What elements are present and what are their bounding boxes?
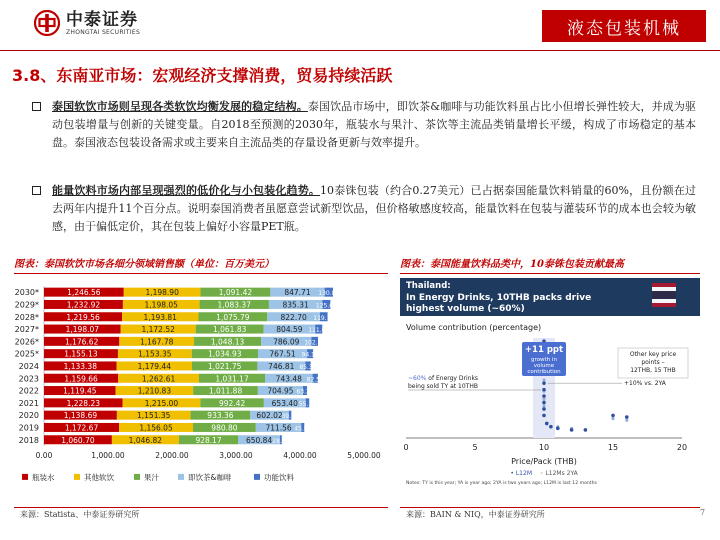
- bar-data-label: 119.10: [313, 314, 335, 322]
- left-stacked-bar-chart: [14, 280, 388, 502]
- bar-data-label: 1,048.13: [210, 337, 245, 347]
- bar-data-label: 1,011.88: [208, 386, 243, 396]
- bar-data-label: 45.80: [294, 425, 312, 433]
- bar-data-label: 1,155.13: [64, 349, 98, 359]
- y-tick-label: 2021: [18, 398, 39, 408]
- bar-data-label: 1,151.35: [137, 411, 171, 421]
- bullet-1-text: 泰国饮品市场中，即饮茶&咖啡与功能饮料虽占比小但增长弹性较大，并成为驱动包装增量与创新的关键变量。自2018至预测的2030年，瓶装水与果汁、茶饮等主流品类销量增长平缓，构成了市场稳定的基本盘。泰国液态包装设备需求或主要来自主流品类的存量设备更新与效率提升。: [52, 100, 696, 149]
- legend-swatch: [134, 474, 140, 480]
- data-point-l12m: [542, 414, 546, 418]
- data-point-l12m: [570, 428, 574, 432]
- data-point-2ya: [542, 378, 545, 381]
- growth-badge-text: contribution: [527, 369, 561, 375]
- right-chart-svg: [400, 278, 700, 506]
- logo-mark-icon: [34, 10, 60, 36]
- bar-data-label: 1,153.35: [138, 349, 172, 359]
- logo-name: 中泰证券: [66, 9, 138, 30]
- y-tick-label: 2027*: [14, 325, 39, 335]
- page-number: 7: [700, 508, 706, 517]
- bar-data-label: 1,119.45: [63, 386, 97, 396]
- thai-flag-icon: [652, 291, 676, 299]
- x-tick-label: 20: [676, 443, 688, 452]
- bar-data-label: 835.31: [282, 300, 309, 310]
- bar-data-label: 1,219.56: [66, 312, 100, 322]
- bar-data-label: 767.51: [269, 349, 296, 359]
- chart-title-line: Thailand:: [406, 281, 451, 291]
- bar-data-label: 102.70: [304, 339, 326, 347]
- bullet-1-lead: 泰国软饮市场则呈现各类软饮均衡发展的稳定结构。: [52, 100, 308, 113]
- bar-data-label: 1,172.67: [64, 423, 99, 433]
- y-tick-label: 2019: [18, 423, 39, 433]
- data-point-l12m: [625, 415, 629, 419]
- bar-data-label: 1,061.83: [212, 325, 247, 335]
- x-tick-label: 0.00: [35, 450, 53, 460]
- bar-data-label: 746.81: [268, 361, 295, 371]
- bar-data-label: 1,228.23: [66, 398, 101, 408]
- x-axis-title: Price/Pack (THB): [511, 457, 577, 466]
- legend-swatch: [254, 474, 260, 480]
- bar-data-label: 980.80: [211, 423, 238, 433]
- bar-data-label: 933.36: [207, 411, 234, 421]
- y-tick-label: 2023: [18, 374, 39, 384]
- bar-data-label: 847.71: [284, 288, 311, 298]
- bar-data-label: 1,215.00: [144, 398, 179, 408]
- bar-data-label: 1,034.93: [208, 349, 242, 359]
- bar-data-label: 1,172.52: [141, 325, 175, 335]
- legend-swatch: [178, 474, 184, 480]
- bar-data-label: 1,046.82: [128, 435, 163, 445]
- bar-data-label: 1,133.38: [63, 361, 97, 371]
- bullet-2-text: 10泰铢包装（约合0.27美元）已占据泰国能量饮料销量的60%，且份额在过去两年内提升11个百分点。说明泰国消费者虽愿意尝试新型饮品，但价格敏感度较高，能量饮料在包装与灌装环节的成本也会较为敏感，由于偏低定价，其在包装上偏好小容量PET瓶。: [52, 184, 697, 233]
- bar-data-label: 822.70: [280, 312, 307, 322]
- header: [0, 0, 720, 52]
- thai-flag-icon: [652, 287, 676, 291]
- legend-swatch: [74, 474, 80, 480]
- bullet-2: [32, 182, 696, 236]
- bar-data-label: 804.59: [276, 325, 303, 335]
- data-point-l12m: [549, 425, 553, 429]
- y-tick-label: 2030*: [14, 288, 39, 298]
- bar-data-label: 1,156.05: [139, 423, 173, 433]
- y-tick-label: 2018: [18, 435, 39, 445]
- legend-label: 瓶装水: [32, 472, 55, 482]
- bar-data-label: 1,159.66: [64, 374, 98, 384]
- bullet-box-icon: [32, 186, 41, 195]
- legend-swatch: [22, 474, 28, 480]
- x-tick-label: 0: [403, 443, 409, 452]
- legend-label: 其他软饮: [84, 472, 114, 482]
- bar-data-label: 1,193.81: [143, 312, 177, 322]
- bar-data-label: 1,210.83: [137, 386, 172, 396]
- chart-title-line: In Energy Drinks, 10THB packs drive: [406, 293, 592, 303]
- bar-data-label: 94.10: [301, 351, 319, 359]
- bar-data-label: 1,198.05: [144, 300, 178, 310]
- bar-data-label: 130.80: [318, 290, 340, 298]
- bar-data-label: 1,167.78: [139, 337, 174, 347]
- bar-data-label: 786.09: [273, 337, 300, 347]
- bar-data-label: 1,091.42: [218, 288, 253, 298]
- data-point-l12m: [545, 422, 549, 426]
- legend-label: ◦ L12Ms 2YA: [540, 470, 578, 477]
- bar-data-label: 1,075.79: [216, 312, 250, 322]
- left-chart-caption: 图表：泰国软饮市场各细分领域销售额（单位：百万美元）: [14, 257, 388, 274]
- y-tick-label: 2020: [18, 411, 39, 421]
- y-tick-label: 2022: [18, 386, 39, 396]
- data-point-2ya: [625, 419, 628, 422]
- data-point-2ya: [611, 417, 614, 420]
- data-point-l12m: [611, 414, 615, 418]
- legend-label: 果汁: [144, 472, 159, 482]
- bar-data-label: 1,176.62: [64, 337, 99, 347]
- bar-data-label: 992.42: [218, 398, 246, 408]
- bullet-box-icon: [32, 102, 41, 111]
- bar-data-label: 1,060.70: [61, 435, 95, 445]
- bar-data-label: 1,262.61: [141, 374, 176, 384]
- bar-data-label: 1,246.56: [67, 288, 101, 298]
- chart-notes: Notes: TY is this year; YA is year ago; 2YA is two years ago; L12M is last 12 months: [406, 481, 597, 486]
- x-tick-label: 5,000.00: [347, 450, 381, 460]
- x-tick-label: 5: [472, 443, 478, 452]
- bar-data-label: 743.48: [275, 374, 302, 384]
- x-tick-label: 4,000.00: [283, 450, 317, 460]
- y-tick-label: 2025*: [14, 349, 39, 359]
- bar-data-label: 602.02: [256, 411, 283, 421]
- industry-tag: 液态包装机械: [542, 10, 706, 42]
- bar-data-label: 1,232.92: [66, 300, 101, 310]
- annotation-60pct-line2: being sold TY at 10THB: [408, 383, 478, 390]
- bar-data-label: 1,083.37: [217, 300, 251, 310]
- bar-data-label: 650.84: [245, 435, 273, 445]
- other-points-text: points –: [641, 359, 665, 366]
- bar-data-label: 704.95: [267, 386, 294, 396]
- left-chart-svg: [14, 280, 388, 502]
- data-point-l12m: [542, 407, 546, 411]
- data-point-l12m: [542, 394, 546, 398]
- data-point-2ya: [542, 404, 545, 407]
- bar-data-label: 111.00: [308, 327, 330, 335]
- legend-label: • L12M: [510, 470, 532, 477]
- logo-subtitle: ZHONGTAI SECURITIES: [66, 28, 141, 36]
- data-point-l12m: [542, 401, 546, 405]
- y-axis-title: Volume contribution (percentage): [406, 323, 542, 332]
- right-source: 来源：BAIN & NIQ，中泰证券研究所: [400, 507, 700, 523]
- bullet-1: [32, 98, 696, 152]
- growth-badge-text: growth in: [531, 357, 557, 363]
- other-points-text: 12THB, 15 THB: [630, 367, 676, 374]
- bar-data-label: 1,138.69: [63, 411, 98, 421]
- y-tick-label: 2026*: [14, 337, 39, 347]
- thai-flag-icon: [652, 303, 676, 307]
- section-title: 3.8、东南亚市场：宏观经济支撑消费，贸易持续活跃: [12, 66, 393, 85]
- bar-data-label: 1,198.90: [145, 288, 179, 298]
- x-tick-label: 3,000.00: [219, 450, 253, 460]
- bar-data-label: 85.30: [299, 363, 317, 371]
- logo: [34, 10, 140, 36]
- y-tick-label: 2029*: [14, 300, 39, 310]
- other-points-text: Other key price: [629, 351, 677, 358]
- bar-data-label: 63.20: [296, 388, 314, 396]
- thai-flag-icon: [652, 299, 676, 303]
- bar-data-label: 711.56: [265, 423, 292, 433]
- y-tick-label: 2028*: [14, 312, 39, 322]
- legend-label: 功能饮料: [264, 472, 294, 482]
- legend-label: 即饮茶&咖啡: [188, 472, 232, 482]
- right-chart-caption: 图表：泰国能量饮料品类中，10泰铢包装贡献最高: [400, 257, 700, 274]
- bar-data-label: 928.17: [195, 435, 222, 445]
- data-point-l12m: [542, 381, 546, 385]
- data-point-l12m: [584, 428, 588, 432]
- growth-badge-text: volume: [533, 363, 555, 369]
- data-point-l12m: [542, 388, 546, 392]
- bar-data-label: 653.40: [271, 398, 298, 408]
- data-point-l12m: [556, 427, 560, 431]
- header-divider: [0, 50, 720, 51]
- bar-data-label: 1,198.07: [65, 325, 100, 335]
- x-tick-label: 1,000.00: [91, 450, 125, 460]
- x-tick-label: 15: [607, 443, 619, 452]
- annotation-60pct: ~60% of Energy Drinks: [408, 375, 479, 382]
- bar-data-label: 1,021.75: [208, 361, 242, 371]
- bar-data-label: 1,031.17: [215, 374, 249, 384]
- x-tick-label: 2,000.00: [155, 450, 189, 460]
- y-tick-label: 2024: [18, 361, 39, 371]
- bar-data-label: 125.08: [315, 302, 337, 310]
- bullet-2-lead: 能量饮料市场内部呈现强烈的低价化与小包装化趋势。: [52, 184, 321, 197]
- growth-badge-value: +11 ppt: [524, 345, 564, 355]
- bar-data-label: 82.50: [306, 376, 324, 384]
- annotation-10pct: +10% vs. 2YA: [624, 380, 666, 388]
- bar-data-label: 55.10: [298, 400, 317, 408]
- data-point-2ya: [542, 398, 545, 401]
- left-source: 来源：Statista、中泰证券研究所: [14, 507, 388, 523]
- bar-data-label: 28.40: [272, 437, 290, 445]
- x-tick-label: 10: [538, 443, 550, 452]
- right-scatter-chart: [400, 278, 700, 506]
- bar-data-label: 1,179.44: [137, 361, 171, 371]
- thai-flag-icon: [652, 283, 676, 287]
- chart-title-line: highest volume (~60%): [406, 304, 525, 314]
- bar-data-label: 39.10: [281, 413, 299, 421]
